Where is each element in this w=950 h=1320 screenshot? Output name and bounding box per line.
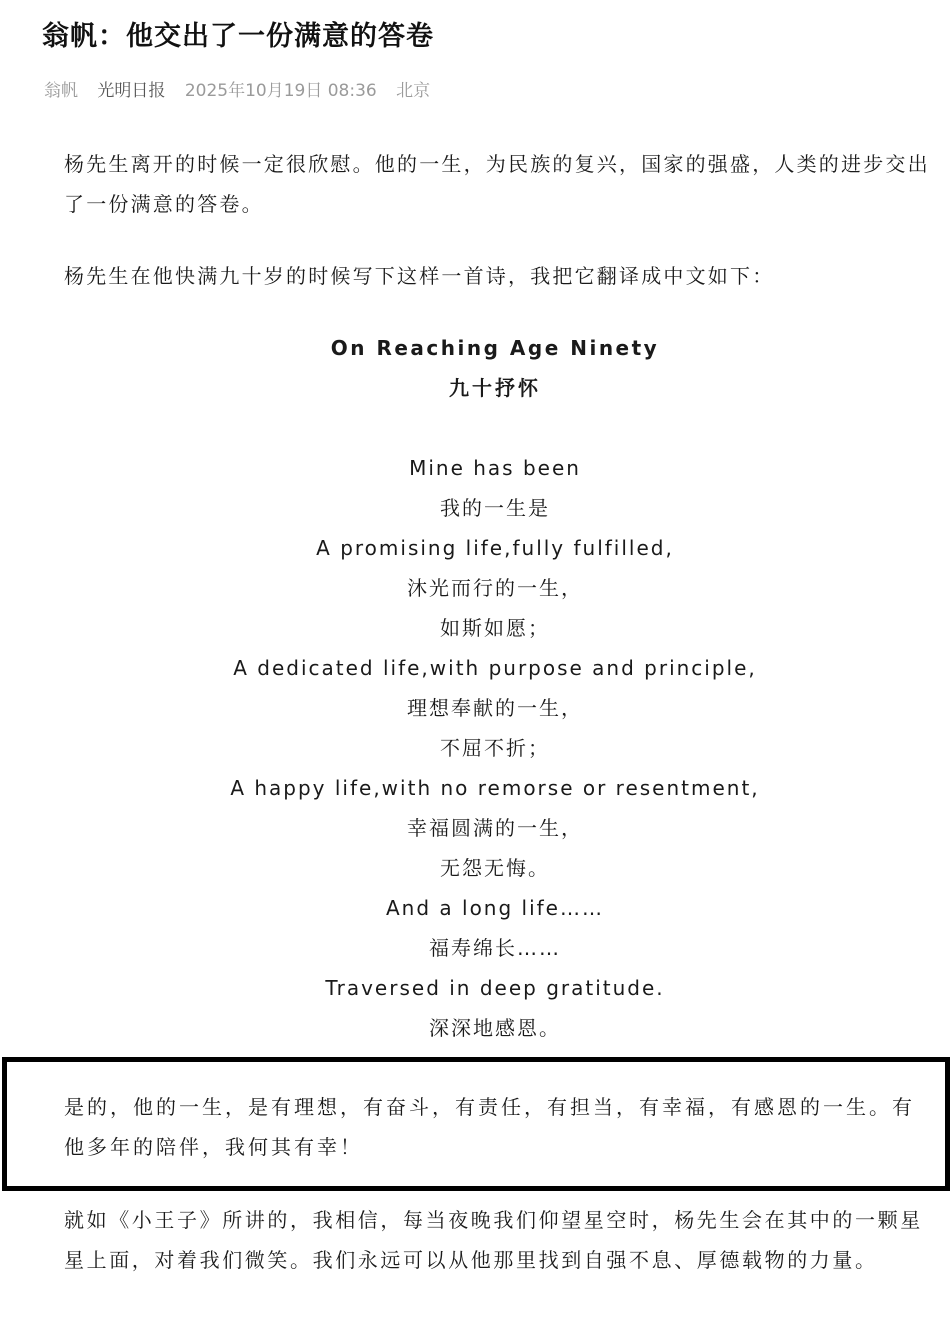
poem-gap [0, 408, 950, 448]
poem-line: And a long life…… [385, 896, 604, 920]
paragraph-intro: 杨先生离开的时候一定很欣慰。他的一生，为民族的复兴，国家的强盛，人类的进步交出了一份满意的答卷。 [64, 152, 930, 216]
poem-line: 不屈不折； [440, 736, 550, 760]
paragraph-closing: 就如《小王子》所讲的，我相信，每当夜晚我们仰望星空时，杨先生会在其中的一颗星星上面，对着我们微笑。我们永远可以从他那里找到自强不息、厚德载物的力量。 [64, 1208, 923, 1272]
poem-line: 理想奉献的一生， [407, 696, 583, 720]
article-meta [44, 76, 444, 101]
poem-line: A happy life,with no remorse or resentment, [230, 776, 760, 800]
article-location: 北京 [396, 81, 431, 101]
article-datetime: 2025年10月19日 08:36 [184, 81, 377, 101]
poem-line: 沐光而行的一生， [407, 576, 583, 600]
poem-line: 幸福圆满的一生， [407, 816, 583, 840]
paragraph-highlighted: 是的，他的一生，是有理想，有奋斗，有责任，有担当，有幸福，有感恩的一生。有他多年的陪伴，我何其有幸！ [64, 1095, 915, 1159]
poem-line: A promising life,fully fulfilled, [316, 536, 674, 560]
poem-block [0, 328, 950, 1048]
poem-line: 如斯如愿； [440, 616, 550, 640]
poem-line: A dedicated life,with purpose and principle, [233, 656, 757, 680]
poem-line: 福寿绵长…… [429, 936, 561, 960]
poem-line: 我的一生是 [440, 496, 550, 520]
paragraph-poem-intro: 杨先生在他快满九十岁的时候写下这样一首诗，我把它翻译成中文如下： [64, 264, 775, 288]
poem-title-zh: 九十抒怀 [449, 376, 541, 400]
poem-title-en: On Reaching Age Ninety [330, 336, 660, 360]
article-source[interactable]: 光明日报 [97, 81, 166, 101]
article-title: 翁帆：他交出了一份满意的答卷 [42, 21, 434, 52]
article-author[interactable]: 翁帆 [44, 81, 78, 101]
poem-line: Mine has been [409, 456, 581, 480]
poem-line: Traversed in deep gratitude. [325, 976, 665, 1000]
poem-line: 深深地感恩。 [429, 1016, 561, 1040]
poem-line: 无怨无悔。 [440, 856, 550, 880]
